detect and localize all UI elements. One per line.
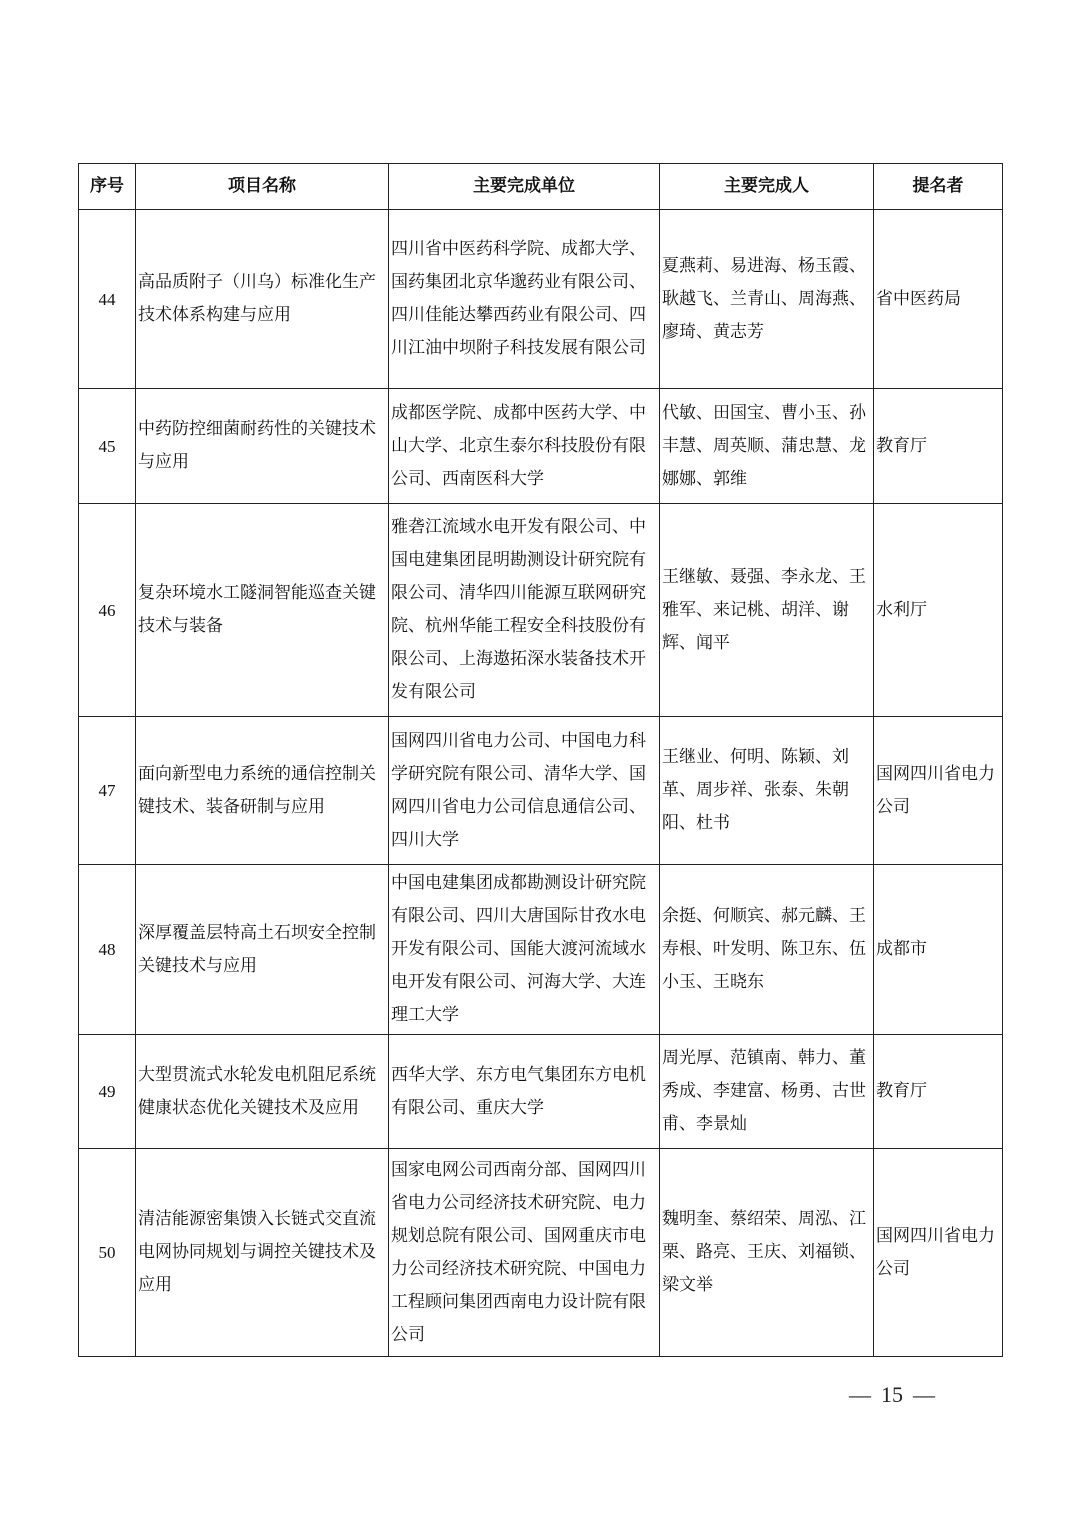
row-number: 47 [79,717,136,865]
project-name: 面向新型电力系统的通信控制关键技术、装备研制与应用 [136,717,389,865]
table-row [79,389,1003,504]
page-number-value: 15 [881,1382,903,1407]
awards-table [78,163,1003,1357]
nominator: 成都市 [874,865,1003,1035]
header-number: 序号 [79,164,136,210]
row-number: 44 [79,210,136,389]
page-number [0,1382,1080,1408]
dash-right: — [913,1382,935,1407]
row-number: 50 [79,1149,136,1357]
table-row [79,210,1003,389]
project-name: 大型贯流式水轮发电机阻尼系统健康状态优化关键技术及应用 [136,1035,389,1149]
table-header-row [79,164,1003,210]
nominator: 国网四川省电力公司 [874,1149,1003,1357]
table-row [79,1149,1003,1357]
header-main-units: 主要完成单位 [389,164,660,210]
main-units: 四川省中医药科学院、成都大学、国药集团北京华邈药业有限公司、四川佳能达攀西药业有限公司、四川江油中坝附子科技发展有限公司 [389,210,660,389]
row-number: 48 [79,865,136,1035]
table-row [79,504,1003,717]
table-row [79,717,1003,865]
main-units: 西华大学、东方电气集团东方电机有限公司、重庆大学 [389,1035,660,1149]
nominator: 省中医药局 [874,210,1003,389]
nominator: 教育厅 [874,389,1003,504]
main-people: 周光厚、范镇南、韩力、董秀成、李建富、杨勇、古世甫、李景灿 [660,1035,874,1149]
row-number: 45 [79,389,136,504]
main-units: 雅砻江流域水电开发有限公司、中国电建集团昆明勘测设计研究院有限公司、清华四川能源互联网研究院、杭州华能工程安全科技股份有限公司、上海遨拓深水装备技术开发有限公司 [389,504,660,717]
main-people: 魏明奎、蔡绍荣、周泓、江栗、路亮、王庆、刘福锁、梁文举 [660,1149,874,1357]
main-people: 王继业、何明、陈颖、刘革、周步祥、张泰、朱朝阳、杜书 [660,717,874,865]
table-row [79,1035,1003,1149]
row-number: 46 [79,504,136,717]
project-name: 中药防控细菌耐药性的关键技术与应用 [136,389,389,504]
header-project-name: 项目名称 [136,164,389,210]
nominator: 教育厅 [874,1035,1003,1149]
table-row [79,865,1003,1035]
dash-left: — [849,1382,871,1407]
main-people: 余挺、何顺宾、郝元麟、王寿根、叶发明、陈卫东、伍小玉、王晓东 [660,865,874,1035]
header-nominator: 提名者 [874,164,1003,210]
main-units: 中国电建集团成都勘测设计研究院有限公司、四川大唐国际甘孜水电开发有限公司、国能大渡河流域水电开发有限公司、河海大学、大连理工大学 [389,865,660,1035]
header-main-people: 主要完成人 [660,164,874,210]
project-name: 清洁能源密集馈入长链式交直流电网协同规划与调控关键技术及应用 [136,1149,389,1357]
main-units: 成都医学院、成都中医药大学、中山大学、北京生泰尔科技股份有限公司、西南医科大学 [389,389,660,504]
project-name: 高品质附子（川乌）标准化生产技术体系构建与应用 [136,210,389,389]
main-people: 夏燕莉、易进海、杨玉霞、耿越飞、兰青山、周海燕、廖琦、黄志芳 [660,210,874,389]
main-units: 国家电网公司西南分部、国网四川省电力公司经济技术研究院、电力规划总院有限公司、国网重庆市电力公司经济技术研究院、中国电力工程顾问集团西南电力设计院有限公司 [389,1149,660,1357]
nominator: 水利厅 [874,504,1003,717]
main-people: 王继敏、聂强、李永龙、王雅军、来记桃、胡洋、谢辉、闻平 [660,504,874,717]
nominator: 国网四川省电力公司 [874,717,1003,865]
row-number: 49 [79,1035,136,1149]
project-name: 复杂环境水工隧洞智能巡查关键技术与装备 [136,504,389,717]
main-units: 国网四川省电力公司、中国电力科学研究院有限公司、清华大学、国网四川省电力公司信息通信公司、四川大学 [389,717,660,865]
main-people: 代敏、田国宝、曹小玉、孙丰慧、周英顺、蒲忠慧、龙娜娜、郭维 [660,389,874,504]
project-name: 深厚覆盖层特高土石坝安全控制关键技术与应用 [136,865,389,1035]
